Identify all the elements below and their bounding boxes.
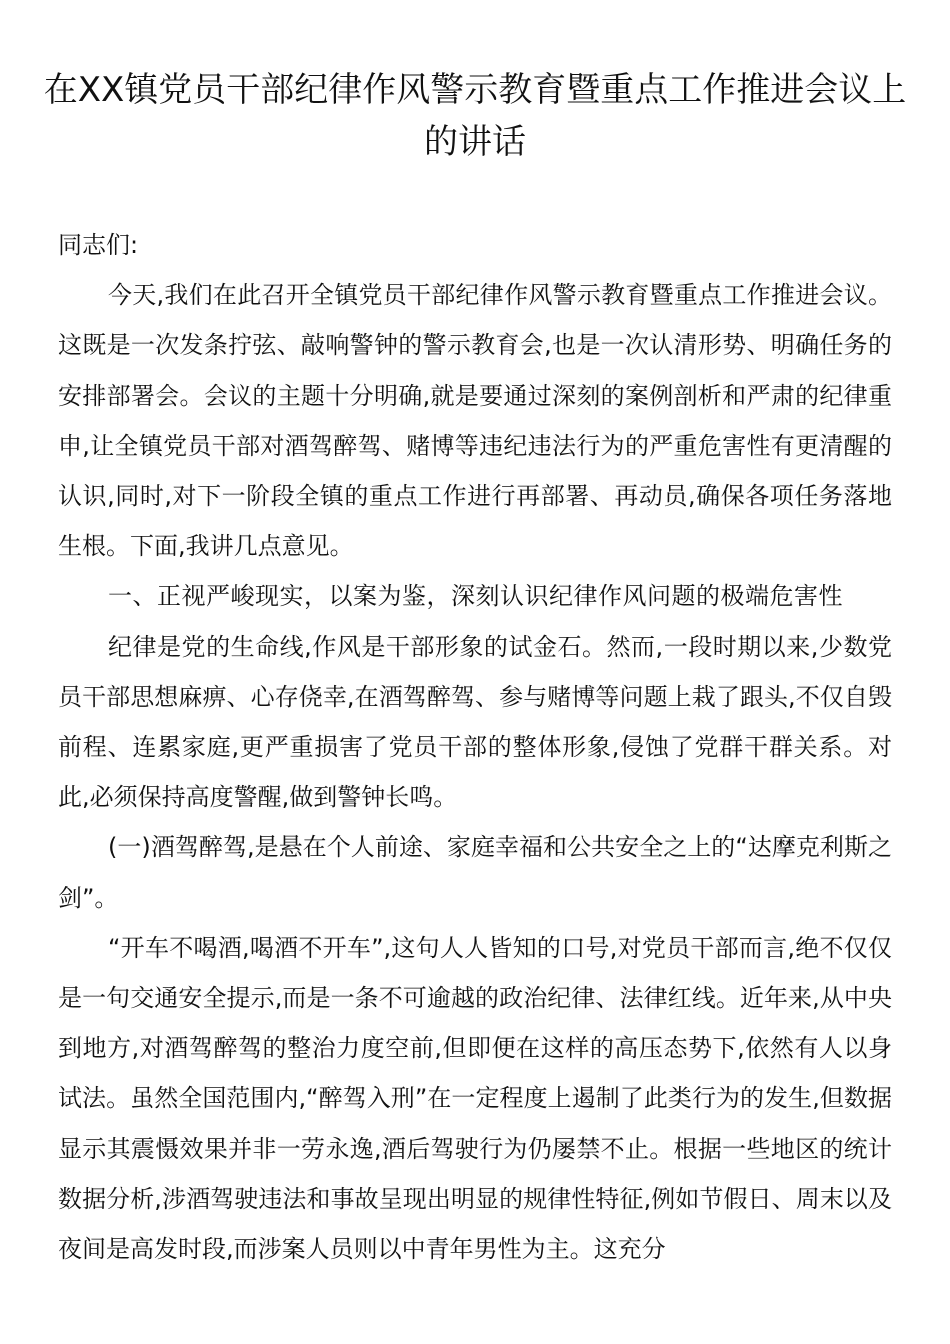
paragraph-discipline: 纪律是党的生命线,作风是干部形象的试金石。然而,一段时期以来,少数党员干部思想麻痹、心存侥幸,在酒驾醉驾、参与赌博等问题上栽了跟头,不仅自毁前程、连累家庭,更严重损害了党员干部的整体形象,侵蚀了党群干群关系。对此,必须保持高度警醒,做到警钟长鸣。 (58, 632, 892, 812)
subsection-heading-1: (一)酒驾醉驾,是悬在个人前途、家庭幸福和公共安全之上的“达摩克利斯之剑”。 (58, 833, 892, 912)
paragraph-drunk-driving: “开车不喝酒,喝酒不开车”,这句人人皆知的口号,对党员干部而言,绝不仅仅是一句交通安全提示,而是一条不可逾越的政治纪律、法律红线。近年来,从中央到地方,对酒驾醉驾的整治力度空前,但即便在这样的高压态势下,依然有人以身试法。虽然全国范围内,“醉驾入刑”在一定程度上遏制了此类行为的发生,但数据显示其震慑效果并非一劳永逸,酒后驾驶行为仍屡禁不止。根据一些地区的统计数据分析,涉酒驾驶违法和事故呈现出明显的规律性特征,例如节假日、周末以及夜间是高发时段,而涉案人员则以中青年男性为主。这充分 (58, 933, 892, 1264)
section-heading-1: 一、正视严峻现实，以案为鉴，深刻认识纪律作风问题的极端危害性 (108, 582, 843, 611)
document-title: 在XX镇党员干部纪律作风警示教育暨重点工作推进会议上的讲话 (43, 70, 907, 162)
salutation: 同志们: (58, 231, 139, 259)
document-body (58, 220, 892, 1274)
paragraph-intro: 今天,我们在此召开全镇党员干部纪律作风警示教育暨重点工作推进会议。这既是一次发条拧弦、敲响警钟的警示教育会,也是一次认清形势、明确任务的安排部署会。会议的主题十分明确,就是要通过深刻的案例剖析和严肃的纪律重申,让全镇党员干部对酒驾醉驾、赌博等违纪违法行为的严重危害性有更清醒的认识,同时,对下一阶段全镇的重点工作进行再部署、再动员,确保各项任务落地生根。下面,我讲几点意见。 (58, 281, 892, 561)
